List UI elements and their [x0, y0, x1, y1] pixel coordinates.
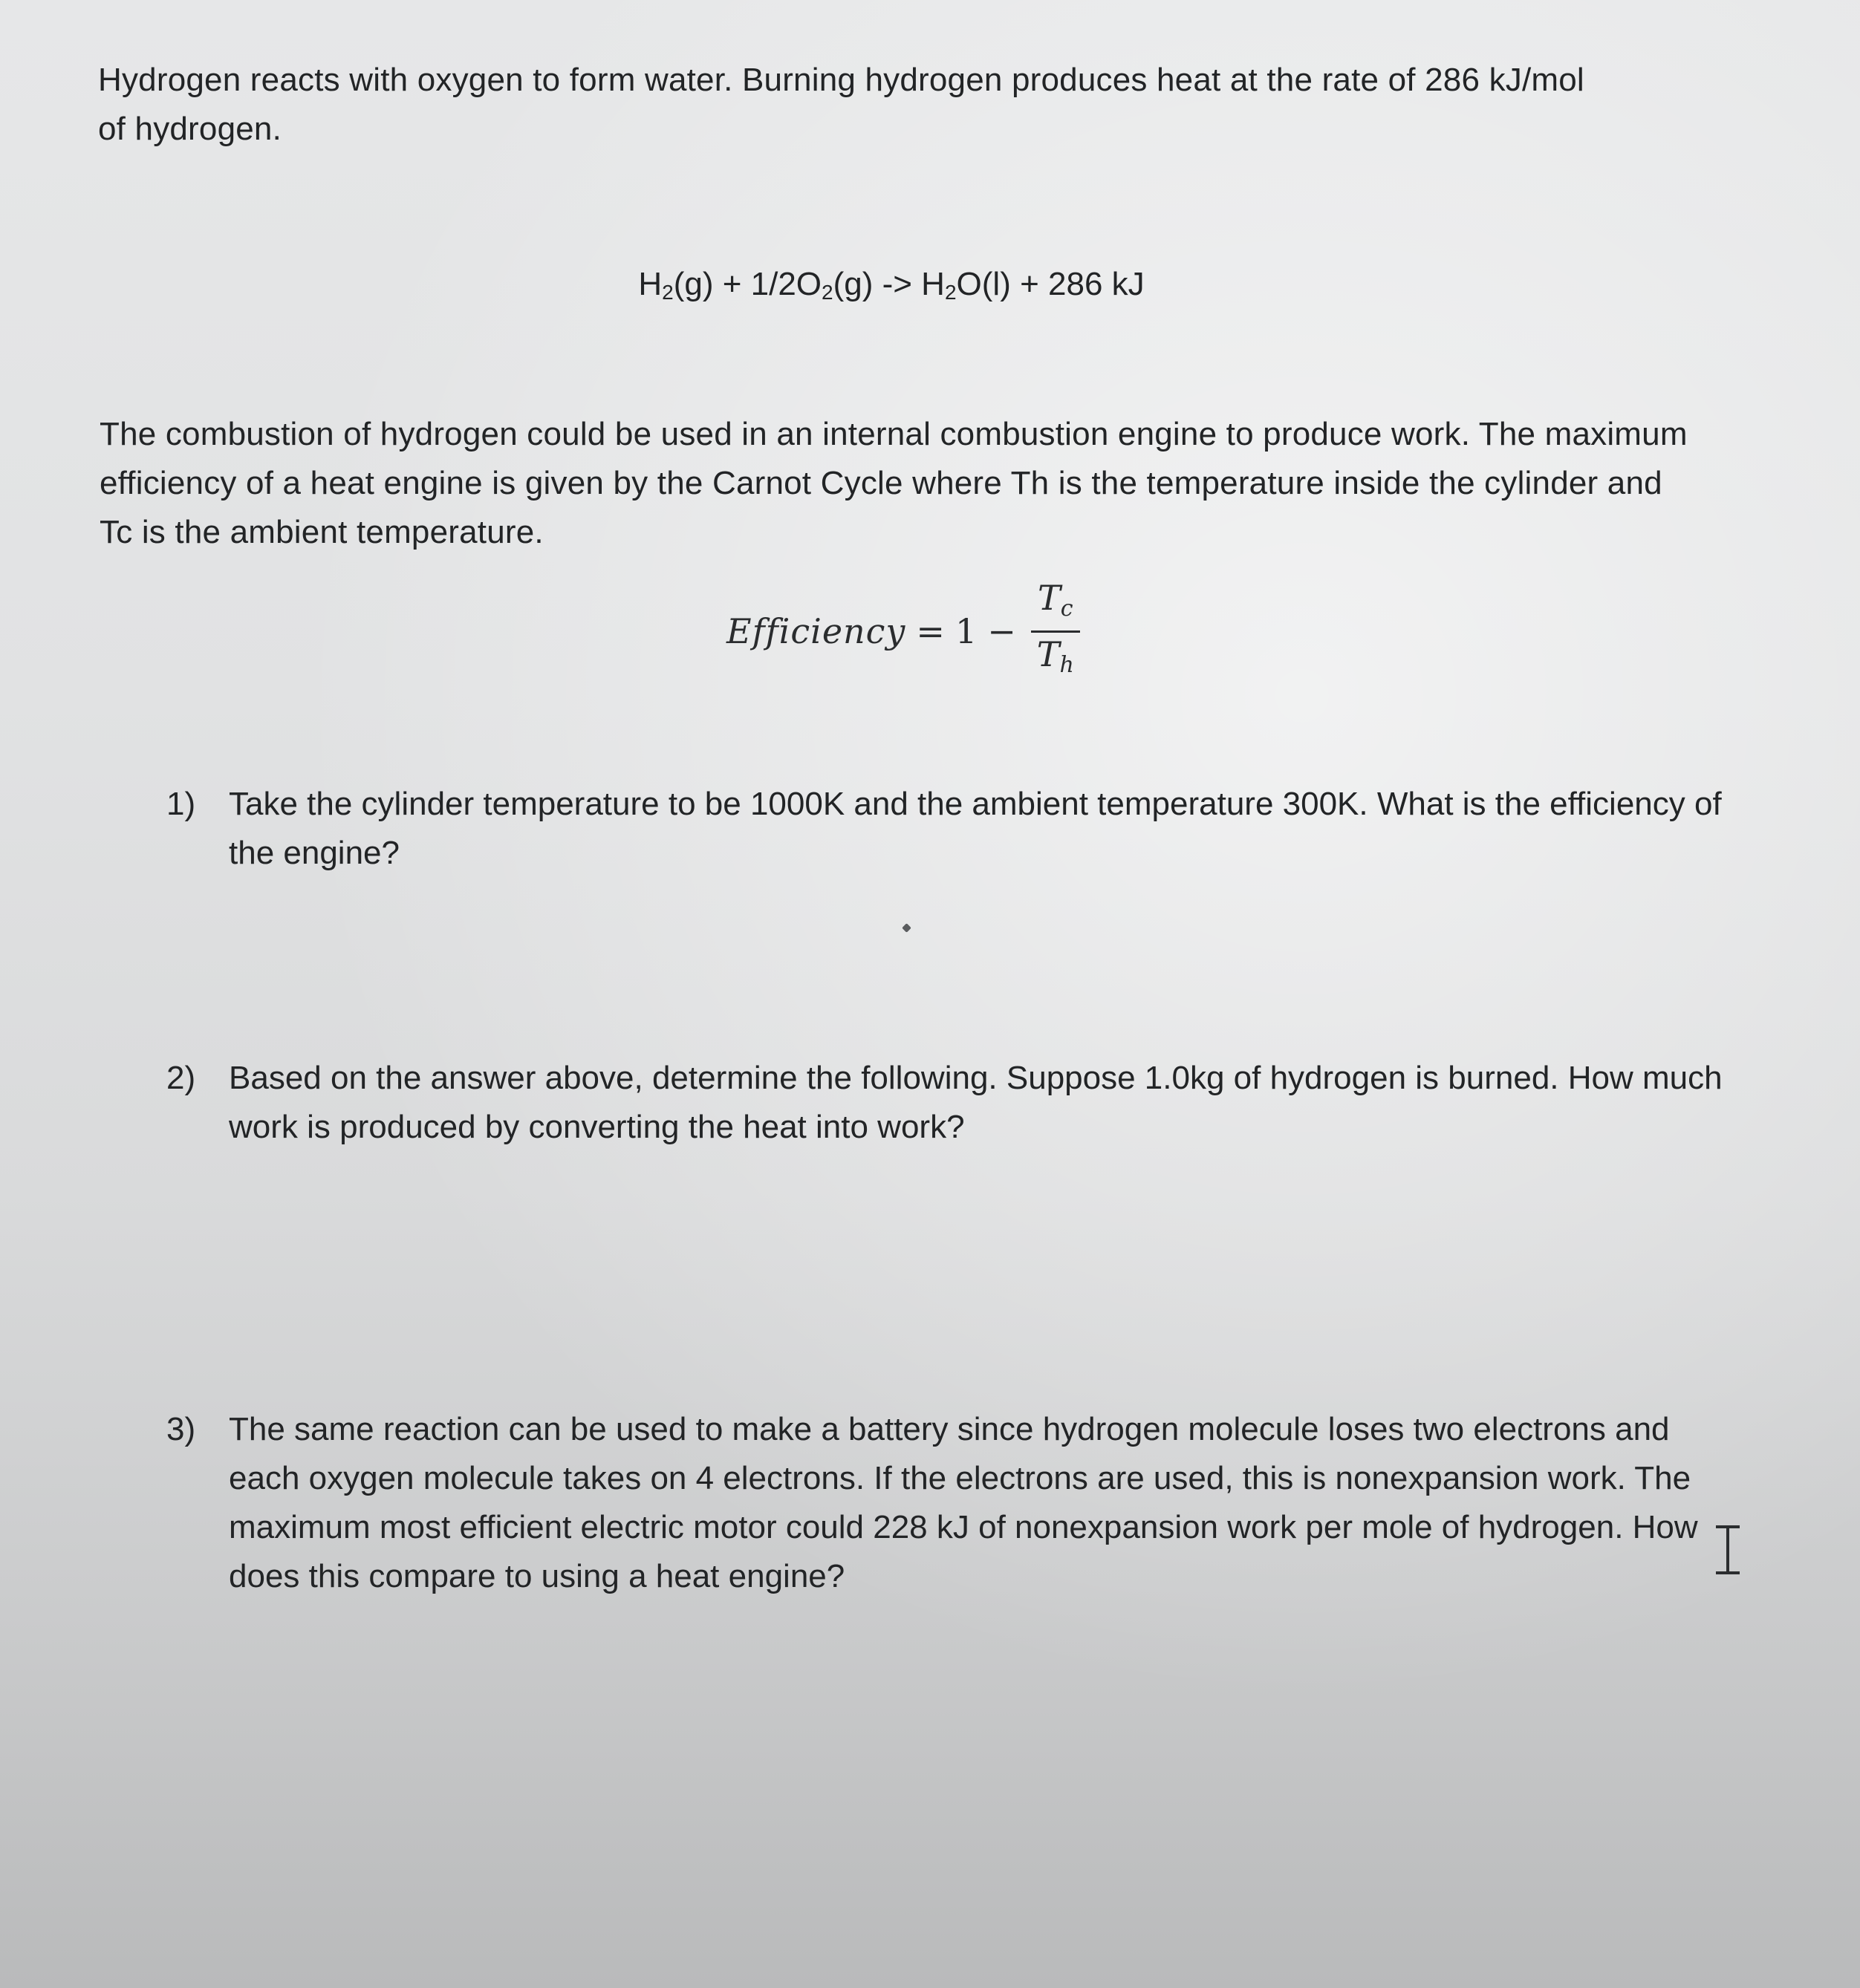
question-number: 2) — [166, 1060, 196, 1096]
fraction-denominator — [1031, 633, 1080, 687]
text-cursor-icon — [1713, 1524, 1743, 1576]
question-3 — [166, 1405, 1729, 1601]
formula-fraction — [1031, 576, 1080, 687]
equation-h2-subscript: 2 — [662, 281, 674, 304]
intro-paragraph: Hydrogen reacts with oxygen to form water. Burning hydrogen produces heat at the rate of 286 kJ/mol of hydrogen. — [98, 62, 1584, 147]
formula-equals: = — [916, 611, 945, 651]
equation-part-3: O(l) + 286 kJ — [956, 266, 1145, 302]
numerator-subscript: c — [1060, 595, 1073, 622]
question-text: Based on the answer above, determine the following. Suppose 1.0kg of hydrogen is burned. How much work is produced by converting the heat into work? — [229, 1060, 1723, 1145]
question-text: Take the cylinder temperature to be 1000K and the ambient temperature 300K. What is the efficiency of the engine? — [229, 786, 1722, 871]
question-number: 1) — [166, 786, 196, 822]
equation-part-1: (g) + 1/2O — [673, 266, 822, 302]
efficiency-formula — [726, 579, 1080, 683]
formula-one: 1 — [955, 611, 978, 651]
question-1 — [166, 780, 1729, 878]
formula-minus: − — [987, 611, 1016, 651]
combustion-paragraph: The combustion of hydrogen could be used in an internal combustion engine to produce work. The maximum efficiency of a heat engine is given by the Carnot Cycle where Th is the temperature inside the cylinder and Tc is the ambient temperature. — [100, 416, 1688, 550]
question-text: The same reaction can be used to make a battery since hydrogen molecule loses two electrons and each oxygen molecule takes on 4 electrons. If the electrons are used, this is nonexpansion work. The maximum most efficient electric motor could 228 kJ of nonexpansion work per mole of hydrogen. How does this compare to using a heat engine? — [229, 1411, 1698, 1594]
numerator-base: T — [1038, 577, 1061, 618]
question-number: 3) — [166, 1411, 196, 1447]
equation-part-2: (g) -> H — [833, 266, 945, 302]
denominator-subscript: h — [1059, 651, 1074, 678]
formula-label: Efficiency — [726, 611, 906, 651]
fraction-numerator — [1032, 576, 1079, 630]
equation-h2-base: H — [638, 266, 663, 302]
equation-o2-subscript: 2 — [822, 281, 833, 304]
question-2 — [166, 1054, 1729, 1152]
denominator-base: T — [1036, 633, 1060, 674]
equation-h2o-subscript: 2 — [944, 281, 957, 304]
stray-mark — [902, 923, 911, 933]
chemical-equation — [0, 260, 1783, 317]
